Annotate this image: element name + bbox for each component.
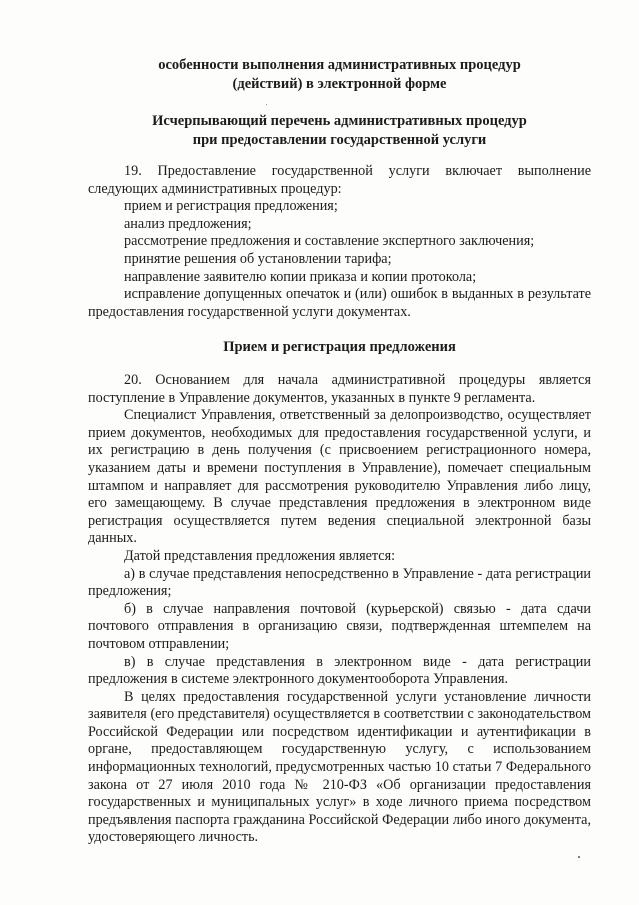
section-heading-reception bbox=[88, 338, 591, 357]
paragraph-20-basis: 20. Основанием для начала административной процедуры является поступление в Управление документов, указанных в пункте 9 регламента. bbox=[88, 372, 591, 406]
paragraph-20-case-b: б) в случае направления почтовой (курьерской) связью - дата сдачи почтового отправления в организацию связи, подтвержденная штемпелем на почтовом отправлении; bbox=[88, 600, 591, 652]
paragraph-20-registration: Специалист Управления, ответственный за делопроизводство, осуществляет прием документов, необходимых для предоставления государственной услуги, и их регистрацию в день получения (с присвоением регистрационного номера, указанием даты и времени поступления в Управление), помечает специальным штампом и направляет для рассмотрения руководителю Управления либо лицу, его замещающему. В случае представления предложения в электронном виде регистрация осуществляется путем ведения специальной электронной базы данных. bbox=[88, 407, 591, 547]
scan-dot bbox=[578, 856, 580, 858]
section-heading-electronic bbox=[88, 56, 591, 94]
paragraph-19-intro: 19. Предоставление государственной услуги включает выполнение следующих административных процедур: bbox=[88, 163, 591, 197]
paragraph-19 bbox=[88, 163, 591, 321]
heading-line: Исчерпывающий перечень административных процедур bbox=[152, 113, 527, 129]
heading-line: (действий) в электронной форме bbox=[232, 76, 447, 92]
paragraph-20-date-intro: Датой представления предложения является: bbox=[124, 547, 396, 564]
procedure-list-item: рассмотрение предложения и составление экспертного заключения; bbox=[124, 233, 535, 250]
heading-line: Прием и регистрация предложения bbox=[223, 339, 456, 355]
procedure-list-item: направление заявителю копии приказа и копии протокола; bbox=[124, 268, 477, 285]
procedure-list-item: прием и регистрация предложения; bbox=[124, 198, 338, 215]
heading-line: при предоставлении государственной услуги bbox=[192, 132, 487, 148]
procedure-list-item-last: исправление допущенных опечаток и (или) ошибок в выданных в результате предоставления государственной услуги документах. bbox=[88, 286, 591, 320]
scan-speck bbox=[266, 104, 267, 105]
section-heading-procedures bbox=[88, 112, 591, 150]
paragraph-20-case-c: в) в случае представления в электронном виде - дата регистрации предложения в системе электронного документооборота Управления. bbox=[88, 653, 591, 688]
paragraph-20-case-a: а) в случае представления непосредственно в Управление - дата регистрации предложения; bbox=[88, 565, 591, 600]
procedure-list-item: принятие решения об установлении тарифа; bbox=[124, 250, 392, 267]
paragraph-20-identification: В целях предоставления государственной услуги установление личности заявителя (его представителя) осуществляется в соответствии с законодательством Российской Федерации или посредством идентификации и аутентификации в органе, предоставляющем государственную услугу, с использованием информационных технологий, предусмотренных частью 10 статьи 7 Федерального закона от 27 июля 2010 года № 210-ФЗ «Об организации предоставления государственных и муниципальных услуг» в ходе личного приема посредством предъявления паспорта гражданина Российской Федерации либо иного документа, удостоверяющего личность. bbox=[88, 688, 591, 846]
heading-line: особенности выполнения административных процедур bbox=[158, 57, 521, 73]
procedure-list-item: анализ предложения; bbox=[124, 215, 252, 232]
paragraph-20 bbox=[88, 372, 591, 847]
